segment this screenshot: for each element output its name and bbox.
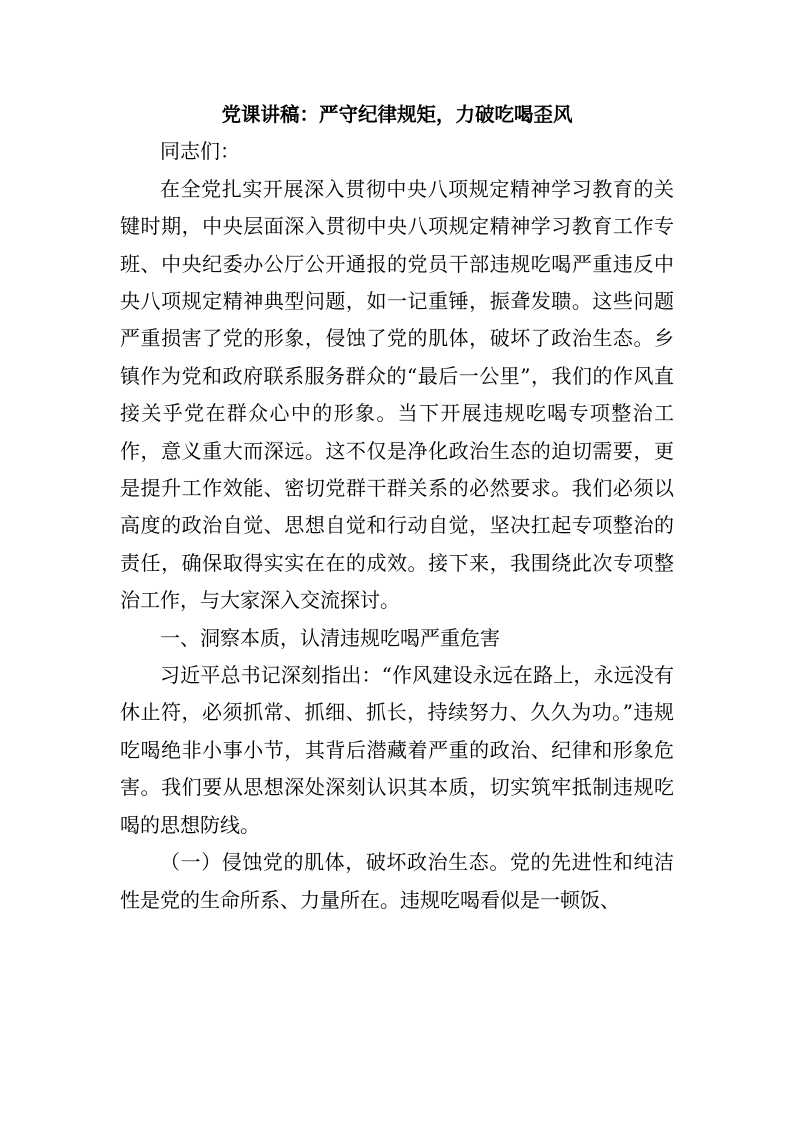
subsection-text: 党的先进性和纯洁性是党的生命所系、力量所在。违规吃喝看似是一顿饭、 [120,850,675,912]
section-heading: 一、洞察本质，认清违规吃喝严重危害 [160,625,500,650]
paragraph-section-intro: 习近平总书记深刻指出：“作风建设永远在路上，永远没有休止符，必须抓常、抓细、抓长，持续努力、久久为功。”违规吃喝绝非小事小节，其背后潜藏着严重的政治、纪律和形象危害。我们要从思想深处深刻认识其本质，切实筑牢抵制违规吃喝的思想防线。 [120,663,674,837]
salutation: 同志们： [160,139,240,164]
document-body [120,96,674,919]
paragraph-intro: 在全党扎实开展深入贯彻中央八项规定精神学习教育的关键时期，中央层面深入贯彻中央八项规定精神学习教育工作专班、中央纪委办公厅公开通报的党员干部违规吃喝严重违反中央八项规定精神典型问题，如一记重锤，振聋发聩。这些问题严重损害了党的形象，侵蚀了党的肌体，破坏了政治生态。乡镇作为党和政府联系服务群众的“最后一公里”，我们的作风直接关乎党在群众心中的形象。当下开展违规吃喝专项整治工作，意义重大而深远。这不仅是净化政治生态的迫切需要，更是提升工作效能、密切党群干群关系的必然要求。我们必须以高度的政治自觉、思想自觉和行动自觉，坚决扛起专项整治的责任，确保取得实实在在的成效。接下来，我围绕此次专项整治工作，与大家深入交流探讨。 [120,176,674,613]
subsection-heading: （一）侵蚀党的肌体，破坏政治生态。 [160,850,510,875]
subsection-paragraph [120,844,674,919]
document-title: 党课讲稿：严守纪律规矩，力破吃喝歪风 [221,103,573,126]
